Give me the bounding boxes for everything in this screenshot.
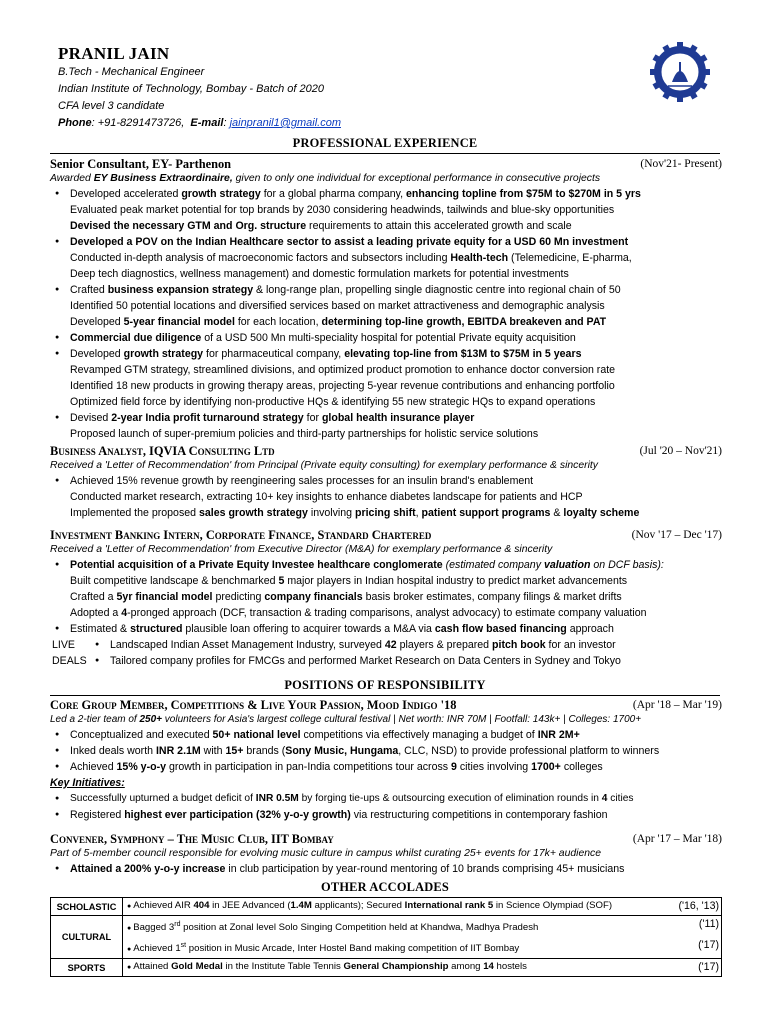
list-item: ● Devised 2-year India profit turnaround strategy for global health insurance player: [50, 410, 722, 426]
accolade-category: CULTURAL: [51, 916, 123, 959]
list-item: ● Estimated & structured plausible loan offering to acquirer towards a M&A via cash flow based financing approach: [50, 621, 722, 637]
list-item: ● Successfully upturned a budget deficit of INR 0.5M by forging tie-ups & outsourcing execution of elimination rounds in 4 cities: [50, 791, 722, 807]
list-item-detail: Implemented the proposed sales growth strategy involving pricing shift, patient support programs & loyalty scheme: [70, 506, 640, 519]
ey-experience-block: [50, 156, 722, 442]
ey-role-header: [50, 156, 722, 172]
ey-role-title: Senior Consultant, EY- Parthenon: [50, 157, 232, 171]
section-title-experience: PROFESSIONAL EXPERIENCE: [292, 136, 478, 150]
accolade-year: ('11): [698, 918, 719, 930]
mi-role-header: [50, 697, 722, 713]
sc-role-header: [50, 527, 722, 543]
table-row: [51, 916, 722, 959]
list-item-detail: Evaluated peak market potential for top brands by 2030 considering headwinds, tailwinds and blue-sky opportunities: [70, 203, 615, 216]
list-item: ● Developed growth strategy for pharmaceutical company, elevating top-line from $13M to $75M in 5 years: [50, 346, 722, 362]
accolades-table: [50, 897, 722, 977]
accolade-category: SPORTS: [51, 959, 123, 977]
list-item-detail: Adopted a 4-pronged approach (DCF, transaction & trading comparisons, analyst advocacy) to estimate company valuation: [70, 606, 647, 619]
phone-value: : +91-8291473726,: [91, 117, 185, 129]
ey-award: Awarded EY Business Extraordinaire, given to only one individual for exceptional performance in consecutive projects: [50, 173, 601, 184]
accolade-item: ● Bagged 3rd position at Zonal level Solo Singing Competition held at Khandwa, Madhya Pradesh ('11): [127, 916, 721, 937]
ey-bullets: [50, 186, 722, 202]
list-item-detail: Crafted a 5yr financial model predicting company financials basis broker estimates, company filings & market drifts: [70, 590, 622, 603]
email-label: E-mail: [190, 117, 224, 129]
list-item: ● Tailored company profiles for FMCGs and performed Market Research on Data Centers in Sydney and Tokyo: [90, 653, 621, 669]
iit-bombay-logo-icon: [650, 42, 710, 102]
accolade-item: ● Achieved AIR 404 in JEE Advanced (1.4M applicants); Secured International rank 5 in Science Olympiad (SOF) ('16, '13): [127, 899, 721, 914]
accolade-year: ('16, '13): [678, 900, 719, 912]
symphony-block: [50, 831, 722, 877]
iqvia-experience-block: [50, 443, 722, 521]
section-divider: [50, 695, 720, 696]
phone-label: Phone: [58, 117, 92, 129]
list-item: ● Registered highest ever participation (32% y-o-y growth) via restructuring competitions in contemporary fashion: [50, 807, 722, 823]
accolade-category: SCHOLASTIC: [51, 898, 123, 916]
list-item: ● Crafted business expansion strategy & long-range plan, propelling single diagnostic centre into regional chain of 50: [50, 282, 722, 298]
list-item: ● Inked deals worth INR 2.1M with 15+ brands (Sony Music, Hungama, CLC, NSD) to provide professional platform to winners: [50, 743, 722, 759]
sc-award: Received a 'Letter of Recommendation' from Executive Director (M&A) for exemplary performance & sincerity: [50, 544, 553, 555]
deals-label: DEALS: [52, 654, 87, 667]
accolade-item: ● Attained Gold Medal in the Institute Table Tennis General Championship among 14 hostels ('17): [127, 960, 721, 975]
iqvia-role-title: Business Analyst, IQVIA Consulting Ltd: [50, 444, 275, 458]
accolade-item: ● Achieved 1st position in Music Arcade, Inter Hostel Band making competition of IIT Bombay ('17): [127, 937, 721, 958]
email-link[interactable]: jainpranil1@gmail.com: [229, 117, 341, 129]
contact-line: Phone: +91-8291473726, E-mail: jainpranil1@gmail.com: [58, 117, 341, 129]
list-item-detail: Developed 5-year financial model for each location, determining top-line growth, EBITDA breakeven and PAT: [70, 315, 607, 328]
sc-experience-block: [50, 527, 722, 669]
section-divider: [50, 153, 720, 154]
list-item-detail: Devised the necessary GTM and Org. structure requirements to attain this accelerated growth and scale: [70, 219, 572, 232]
list-item: ● Potential acquisition of a Private Equity Investee healthcare conglomerate (estimated company valuation on DCF basis):: [50, 557, 722, 573]
iqvia-dates: (Jul '20 – Nov'21): [639, 445, 722, 457]
institute-line: Indian Institute of Technology, Bombay - Batch of 2020: [58, 83, 325, 95]
sc-role-title: Investment Banking Intern, Corporate Finance, Standard Chartered: [50, 528, 432, 542]
key-initiatives-label: Key Initiatives:: [50, 776, 125, 789]
sym-dates: (Apr '17 – Mar '18): [632, 833, 722, 845]
section-title-positions: POSITIONS OF RESPONSIBILITY: [284, 678, 486, 692]
list-item: ● Developed a POV on the Indian Healthcare sector to assist a leading private equity for a USD 60 Mn investment: [50, 234, 722, 250]
candidate-name: PRANIL JAIN: [58, 44, 170, 63]
iqvia-role-header: [50, 443, 722, 459]
cfa-line: CFA level 3 candidate: [58, 100, 165, 112]
accolade-year: ('17): [698, 939, 719, 952]
list-item-detail: Revamped GTM strategy, streamlined divisions, and optimized product promotion to enhance doctor conversion rate: [70, 363, 616, 376]
mi-summary: Led a 2-tier team of 250+ volunteers for Asia's largest college cultural festival | Net worth: INR 70M | Footfall: 143k+ | Colleges: 1700+: [50, 714, 642, 725]
list-item-detail: Optimized field force by identifying non-productive HQs & identifying 55 new strategic HQs to expand operations: [70, 395, 596, 408]
list-item: ● Conceptualized and executed 50+ national level competitions via effectively managing a budget of INR 2M+: [50, 727, 722, 743]
live-label: LIVE: [52, 638, 75, 651]
list-item: ● Landscaped Indian Asset Management Industry, surveyed 42 players & prepared pitch book for an investor: [90, 637, 621, 653]
table-row: [51, 959, 722, 977]
list-item: ● Attained a 200% y-o-y increase in club participation by year-round mentoring of 10 brands comprising 45+ musicians: [50, 861, 722, 877]
section-title-accolades: OTHER ACCOLADES: [321, 880, 449, 894]
header: [58, 44, 658, 132]
mi-role-title: Core Group Member, Competitions & Live Your Passion, Mood Indigo '18: [50, 698, 457, 712]
accolade-year: ('17): [698, 961, 719, 974]
list-item-detail: Conducted market research, extracting 10+ key insights to enhance diabetes landscape for patients and HCP: [70, 490, 583, 503]
sym-role-header: [50, 831, 722, 847]
list-item-detail: Deep tech diagnostics, wellness management) and domestic formulation markets for potential investments: [70, 267, 569, 280]
list-item: ● Achieved 15% y-o-y growth in participation in pan-India competitions tour across 9 cities involving 1700+ colleges: [50, 759, 722, 775]
list-item-detail: Proposed launch of super-premium policies and third-party partnerships for holistic service solutions: [70, 427, 539, 440]
list-item: ● Developed accelerated growth strategy for a global pharma company, enhancing topline from $75M to $270M in 5 yrs: [50, 186, 722, 202]
sym-summary: Part of 5-member council responsible for evolving music culture in campus whilst curating 25+ events for 17k+ audience: [50, 848, 601, 859]
live-deals-group: [50, 637, 722, 669]
degree-line: B.Tech - Mechanical Engineer: [58, 66, 205, 78]
list-item: ● Commercial due diligence of a USD 500 Mn multi-speciality hospital for potential Private equity acquisition: [50, 330, 722, 346]
ey-dates: (Nov'21- Present): [640, 158, 722, 170]
table-row: [51, 898, 722, 916]
mi-dates: (Apr '18 – Mar '19): [632, 699, 722, 711]
sc-dates: (Nov '17 – Dec '17): [631, 529, 722, 541]
list-item: ● Achieved 15% revenue growth by reengineering sales processes for an insulin brand's enablement: [50, 473, 722, 489]
iqvia-award: Received a 'Letter of Recommendation' from Principal (Private equity consulting) for exemplary performance & sincerity: [50, 460, 598, 471]
sym-role-title: Convener, Symphony – The Music Club, IIT Bombay: [50, 832, 334, 846]
mood-indigo-block: [50, 697, 722, 823]
list-item-detail: Conducted in-depth analysis of macroeconomic factors and subsectors including Health-tech (Telemedicine, E-pharma,: [70, 251, 632, 264]
list-item-detail: Identified 18 new products in growing therapy areas, projecting 5-year revenue contributions and enhancing portfolio: [70, 379, 615, 392]
list-item-detail: Identified 50 potential locations and diversified services based on market attractiveness and demographic analysis: [70, 299, 605, 312]
list-item-detail: Built competitive landscape & benchmarked 5 major players in Indian hospital industry to predict market advancements: [70, 574, 628, 587]
